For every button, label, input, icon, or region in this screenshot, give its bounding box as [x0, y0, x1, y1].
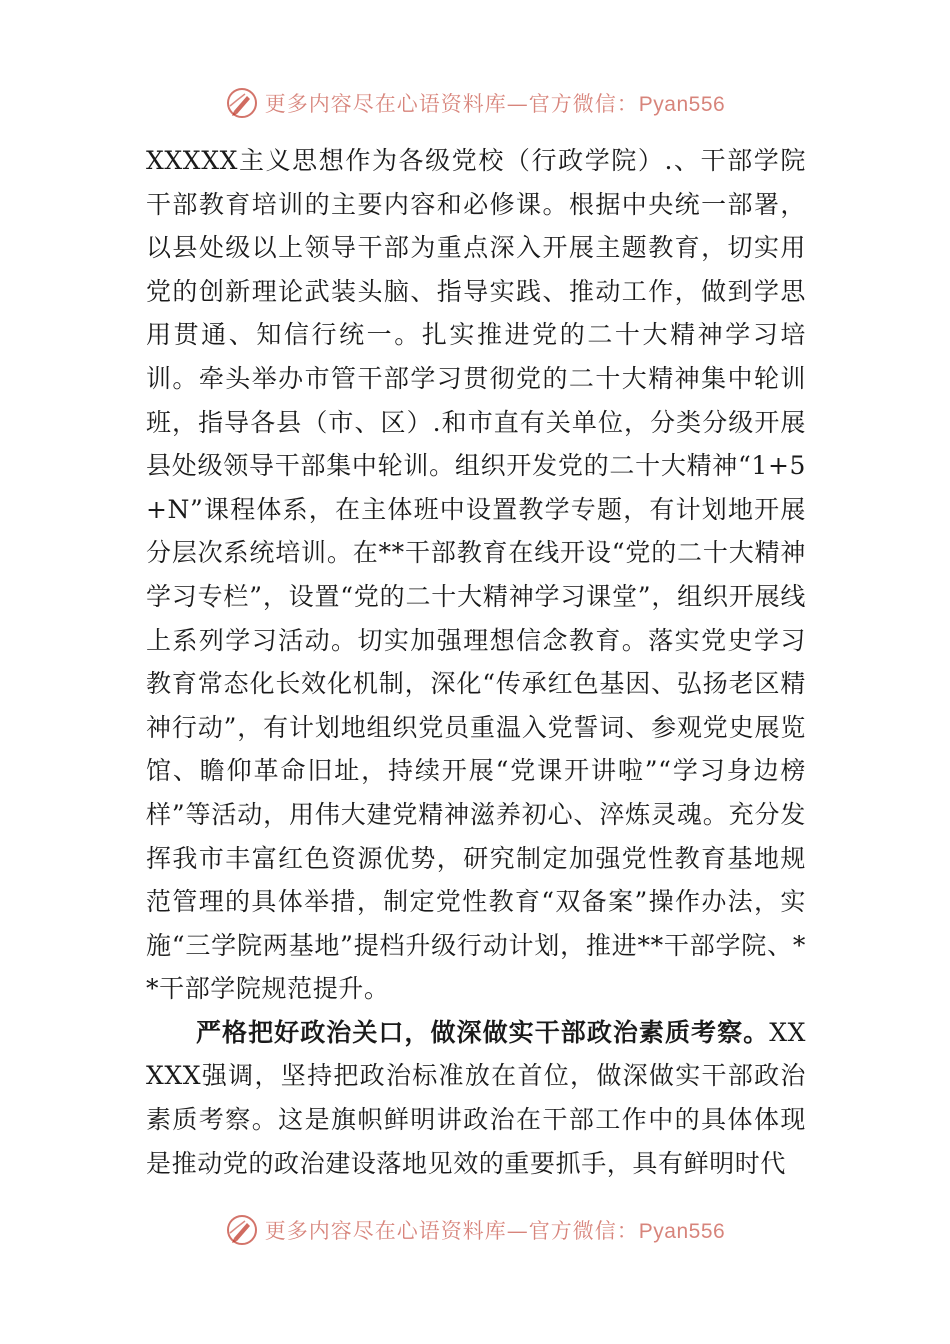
pen-logo-icon	[225, 86, 259, 120]
watermark-header	[0, 83, 950, 123]
paragraph: XXXXX主义思想作为各级党校（行政学院）.、干部学院干部教育培训的主要内容和必修课。根据中央统一部署，以县处级以上领导干部为重点深入开展主题教育，切实用党的创新理论武装头脑、指导实践、推动工作，做到学思用贯通、知信行统一。扎实推进党的二十大精神学习培训。牵头举办市管干部学习贯彻党的二十大精神集中轮训班，指导各县（市、区）.和市直有关单位，分类分级开展县处级领导干部集中轮训。组织开发党的二十大精神“1+5+N”课程体系，在主体班中设置教学专题，有计划地开展分层次系统培训。在**干部教育在线开设“党的二十大精神学习专栏”，设置“党的二十大精神学习课堂”，组织开展线上系列学习活动。切实加强理想信念教育。落实党史学习教育常态化长效化机制，深化“传承红色基因、弘扬老区精神行动”，有计划地组织党员重温入党誓词、参观党史展览馆、瞻仰革命旧址，持续开展“党课开讲啦”“学习身边榜样”等活动，用伟大建党精神滋养初心、淬炼灵魂。充分发挥我市丰富红色资源优势，研究制定加强党性教育基地规范管理的具体举措，制定党性教育“双备案”操作办法，实施“三学院两基地”提档升级行动计划，推进**干部学院、**干部学院规范提升。	[146, 146, 806, 1004]
watermark-footer	[0, 1210, 950, 1250]
watermark-text: 更多内容尽在心语资料库—官方微信：Pyan556	[264, 92, 726, 116]
paragraph	[146, 1011, 806, 1185]
watermark-text: 更多内容尽在心语资料库—官方微信：Pyan556	[264, 1219, 726, 1243]
paragraph-heading: 严格把好政治关口，做深做实干部政治素质考察。	[196, 1017, 770, 1047]
paragraph-text: XXXXX强调，坚持把政治标准放在首位，做深做实干部政治素质考察。这是旗帜鲜明讲政治在干部工作中的具体体现是推动党的政治建设落地见效的重要抓手，具有鲜明时代	[146, 1017, 806, 1178]
pen-logo-icon	[225, 1213, 259, 1247]
document-body	[146, 139, 806, 1185]
